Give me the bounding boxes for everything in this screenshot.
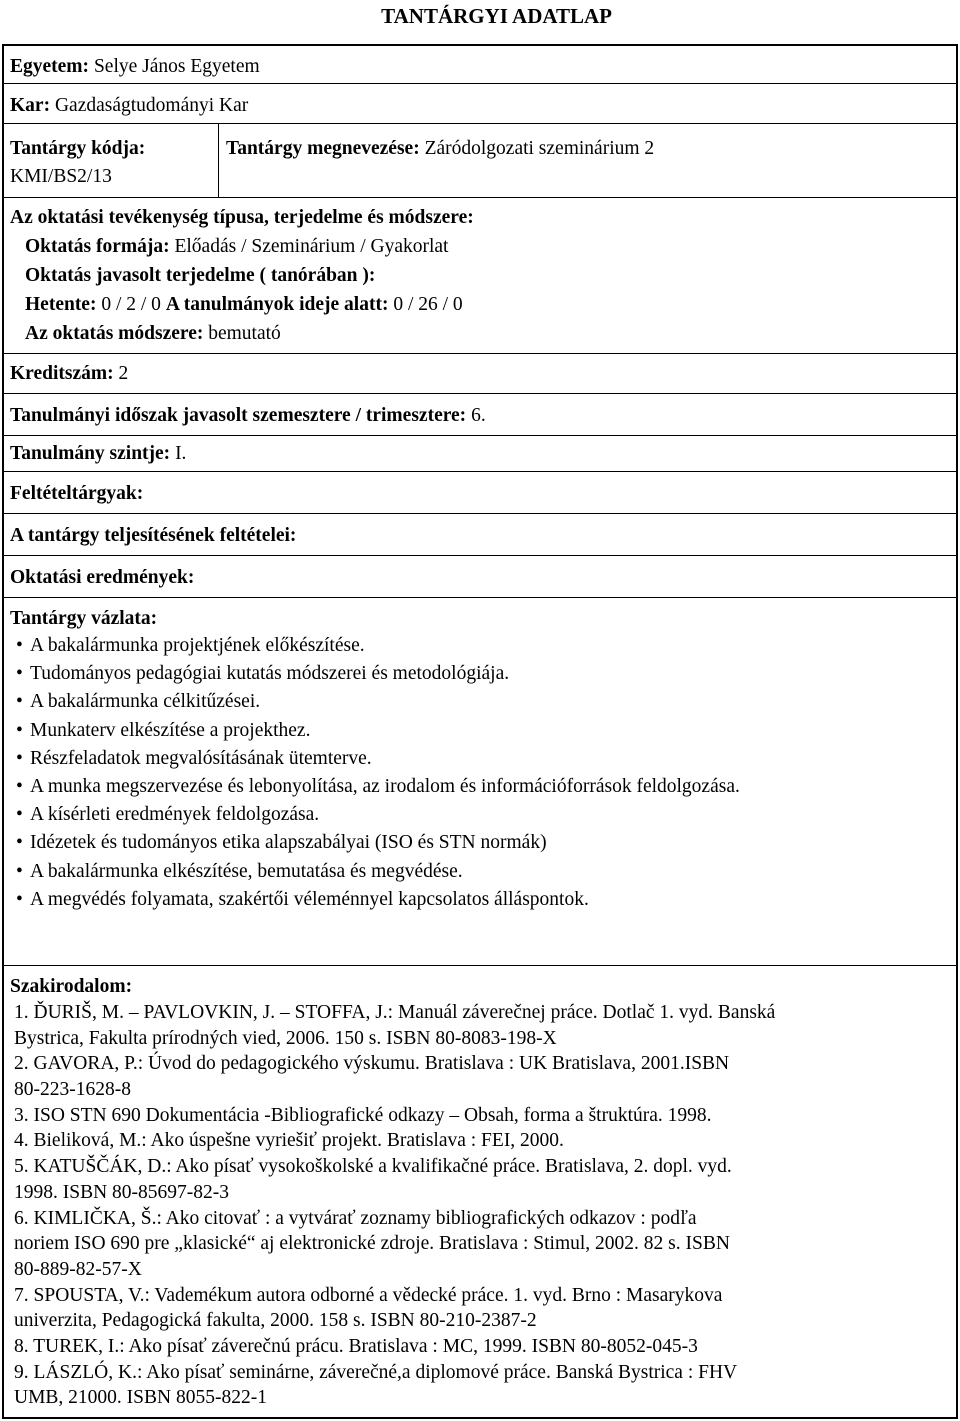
university-value: Selye János Egyetem bbox=[89, 56, 260, 77]
course-code-label: Tantárgy kódja: bbox=[10, 138, 146, 159]
outline-item: • A bakalármunka elkészítése, bemutatása és megvédése. bbox=[10, 858, 740, 886]
outline-label: Tantárgy vázlata: bbox=[10, 608, 158, 629]
outcomes-label: Oktatási eredmények: bbox=[10, 567, 195, 588]
activity-row bbox=[4, 198, 956, 354]
credits-value: 2 bbox=[113, 363, 129, 384]
prerequisites-row bbox=[4, 472, 956, 514]
literature-line: 5. KATUŠČÁK, D.: Ako písať vysokoškolské a kvalifikačné práce. Bratislava, 2. dopl. vyd. bbox=[14, 1156, 732, 1178]
semester-row bbox=[4, 394, 956, 436]
outline-item: • A bakalármunka célkitűzései. bbox=[10, 688, 740, 716]
faculty-label: Kar: bbox=[10, 95, 51, 116]
literature-line: univerzita, Pedagogická fakulta, 2000. 158 s. ISBN 80-210-2387-2 bbox=[14, 1310, 537, 1332]
literature-line: UMB, 21000. ISBN 8055-822-1 bbox=[14, 1387, 267, 1409]
literature-line: 1998. ISBN 80-85697-82-3 bbox=[14, 1181, 230, 1203]
literature-line: 80-889-82-57-X bbox=[14, 1258, 142, 1280]
credits-label: Kreditszám: bbox=[10, 363, 114, 384]
university-row bbox=[4, 46, 956, 84]
literature-label: Szakirodalom: bbox=[10, 976, 133, 997]
outline-item: • A kísérleti eredmények feldolgozása. bbox=[10, 801, 740, 829]
activity-heading: Az oktatási tevékenység típusa, terjedelme és módszere: bbox=[10, 207, 474, 228]
weekly-value: 0 / 2 / 0 bbox=[96, 294, 166, 315]
literature-line: Bystrica, Fakulta prírodných vied, 2006. 150 s. ISBN 80-8083-198-X bbox=[14, 1027, 557, 1049]
literature-line: 4. Bieliková, M.: Ako úspešne vyriešiť projekt. Bratislava : FEI, 2000. bbox=[14, 1130, 564, 1152]
semester-label: Tanulmányi időszak javasolt szemesztere / trimesztere: bbox=[10, 405, 467, 426]
outline-item: • Részfeladatok megvalósításának ütemterve. bbox=[10, 745, 740, 773]
literature-line: 6. KIMLIČKA, Š.: Ako citovať : a vytvárať zoznamy bibliografických odkazov : podľa bbox=[14, 1207, 697, 1229]
literature-line: noriem ISO 690 pre „klasické“ aj elektronické zdroje. Bratislava : Stimul, 2002. 82 s. ISBN bbox=[14, 1233, 730, 1255]
teaching-method-value: bemutató bbox=[203, 323, 281, 344]
course-name-label: Tantárgy megnevezése: bbox=[226, 138, 420, 159]
literature-line: 2. GAVORA, P.: Úvod do pedagogického výskumu. Bratislava : UK Bratislava, 2001.ISBN bbox=[14, 1053, 730, 1075]
faculty-row bbox=[4, 84, 956, 124]
literature-line: 1. ĎURIŠ, M. – PAVLOVKIN, J. – STOFFA, J.: Manuál záverečnej práce. Dotlač 1. vyd. Banská bbox=[14, 1002, 776, 1023]
study-period-value: 0 / 26 / 0 bbox=[388, 294, 463, 315]
outline-row bbox=[4, 598, 956, 966]
literature-line: 3. ISO STN 690 Dokumentácia -Bibliografické odkazy – Obsah, forma a štruktúra. 1998. bbox=[14, 1104, 712, 1126]
prerequisites-label: Feltételtárgyak: bbox=[10, 483, 144, 504]
teaching-method-label: Az oktatás módszere: bbox=[25, 323, 204, 344]
outline-item: • Idézetek és tudományos etika alapszabályai (ISO és STN normák) bbox=[10, 829, 740, 857]
credits-row bbox=[4, 354, 956, 394]
level-label: Tanulmány szintje: bbox=[10, 443, 171, 464]
semester-value: 6. bbox=[466, 405, 486, 426]
level-value: I. bbox=[170, 443, 187, 464]
course-datasheet-table bbox=[2, 44, 958, 1419]
course-code-value: KMI/BS2/13 bbox=[10, 166, 112, 187]
faculty-value: Gazdaságtudományi Kar bbox=[50, 95, 249, 116]
course-name-value: Záródolgozati szeminárium 2 bbox=[419, 138, 655, 159]
outline-list bbox=[10, 632, 740, 914]
literature-line: 7. SPOUSTA, V.: Vademékum autora odborné a vědecké práce. 1. vyd. Brno : Masarykova bbox=[14, 1284, 723, 1306]
course-row bbox=[4, 124, 956, 198]
outcomes-row bbox=[4, 556, 956, 598]
course-row-divider bbox=[218, 124, 219, 197]
teaching-extent-label: Oktatás javasolt terjedelme ( tanórában ): bbox=[25, 265, 376, 286]
teaching-form-label: Oktatás formája: bbox=[25, 236, 170, 257]
university-label: Egyetem: bbox=[10, 56, 90, 77]
literature-line: 9. LÁSZLÓ, K.: Ako písať seminárne, záverečné,a diplomové práce. Banská Bystrica : FHV bbox=[14, 1361, 738, 1383]
completion-label: A tantárgy teljesítésének feltételei: bbox=[10, 525, 297, 546]
study-period-label: A tanulmányok ideje alatt: bbox=[165, 294, 389, 315]
completion-row bbox=[4, 514, 956, 556]
level-row bbox=[4, 436, 956, 472]
outline-item: • A megvédés folyamata, szakértői véleménnyel kapcsolatos álláspontok. bbox=[10, 886, 740, 914]
literature-line: 80-223-1628-8 bbox=[14, 1079, 131, 1101]
teaching-form-value: Előadás / Szeminárium / Gyakorlat bbox=[169, 236, 449, 257]
outline-item: • A munka megszervezése és lebonyolítása, az irodalom és információforrások feldolgozása. bbox=[10, 773, 740, 801]
literature-row bbox=[4, 966, 956, 1417]
document-title: TANTÁRGYI ADATLAP bbox=[381, 4, 612, 28]
outline-item: • A bakalármunka projektjének előkészítése. bbox=[10, 632, 740, 660]
outline-item: • Munkaterv elkészítése a projekthez. bbox=[10, 717, 740, 745]
literature-line: 8. TUREK, I.: Ako písať záverečnú prácu. Bratislava : MC, 1999. ISBN 80-8052-045-3 bbox=[14, 1335, 698, 1357]
outline-item: • Tudományos pedagógiai kutatás módszerei és metodológiája. bbox=[10, 660, 740, 688]
weekly-label: Hetente: bbox=[25, 294, 97, 315]
